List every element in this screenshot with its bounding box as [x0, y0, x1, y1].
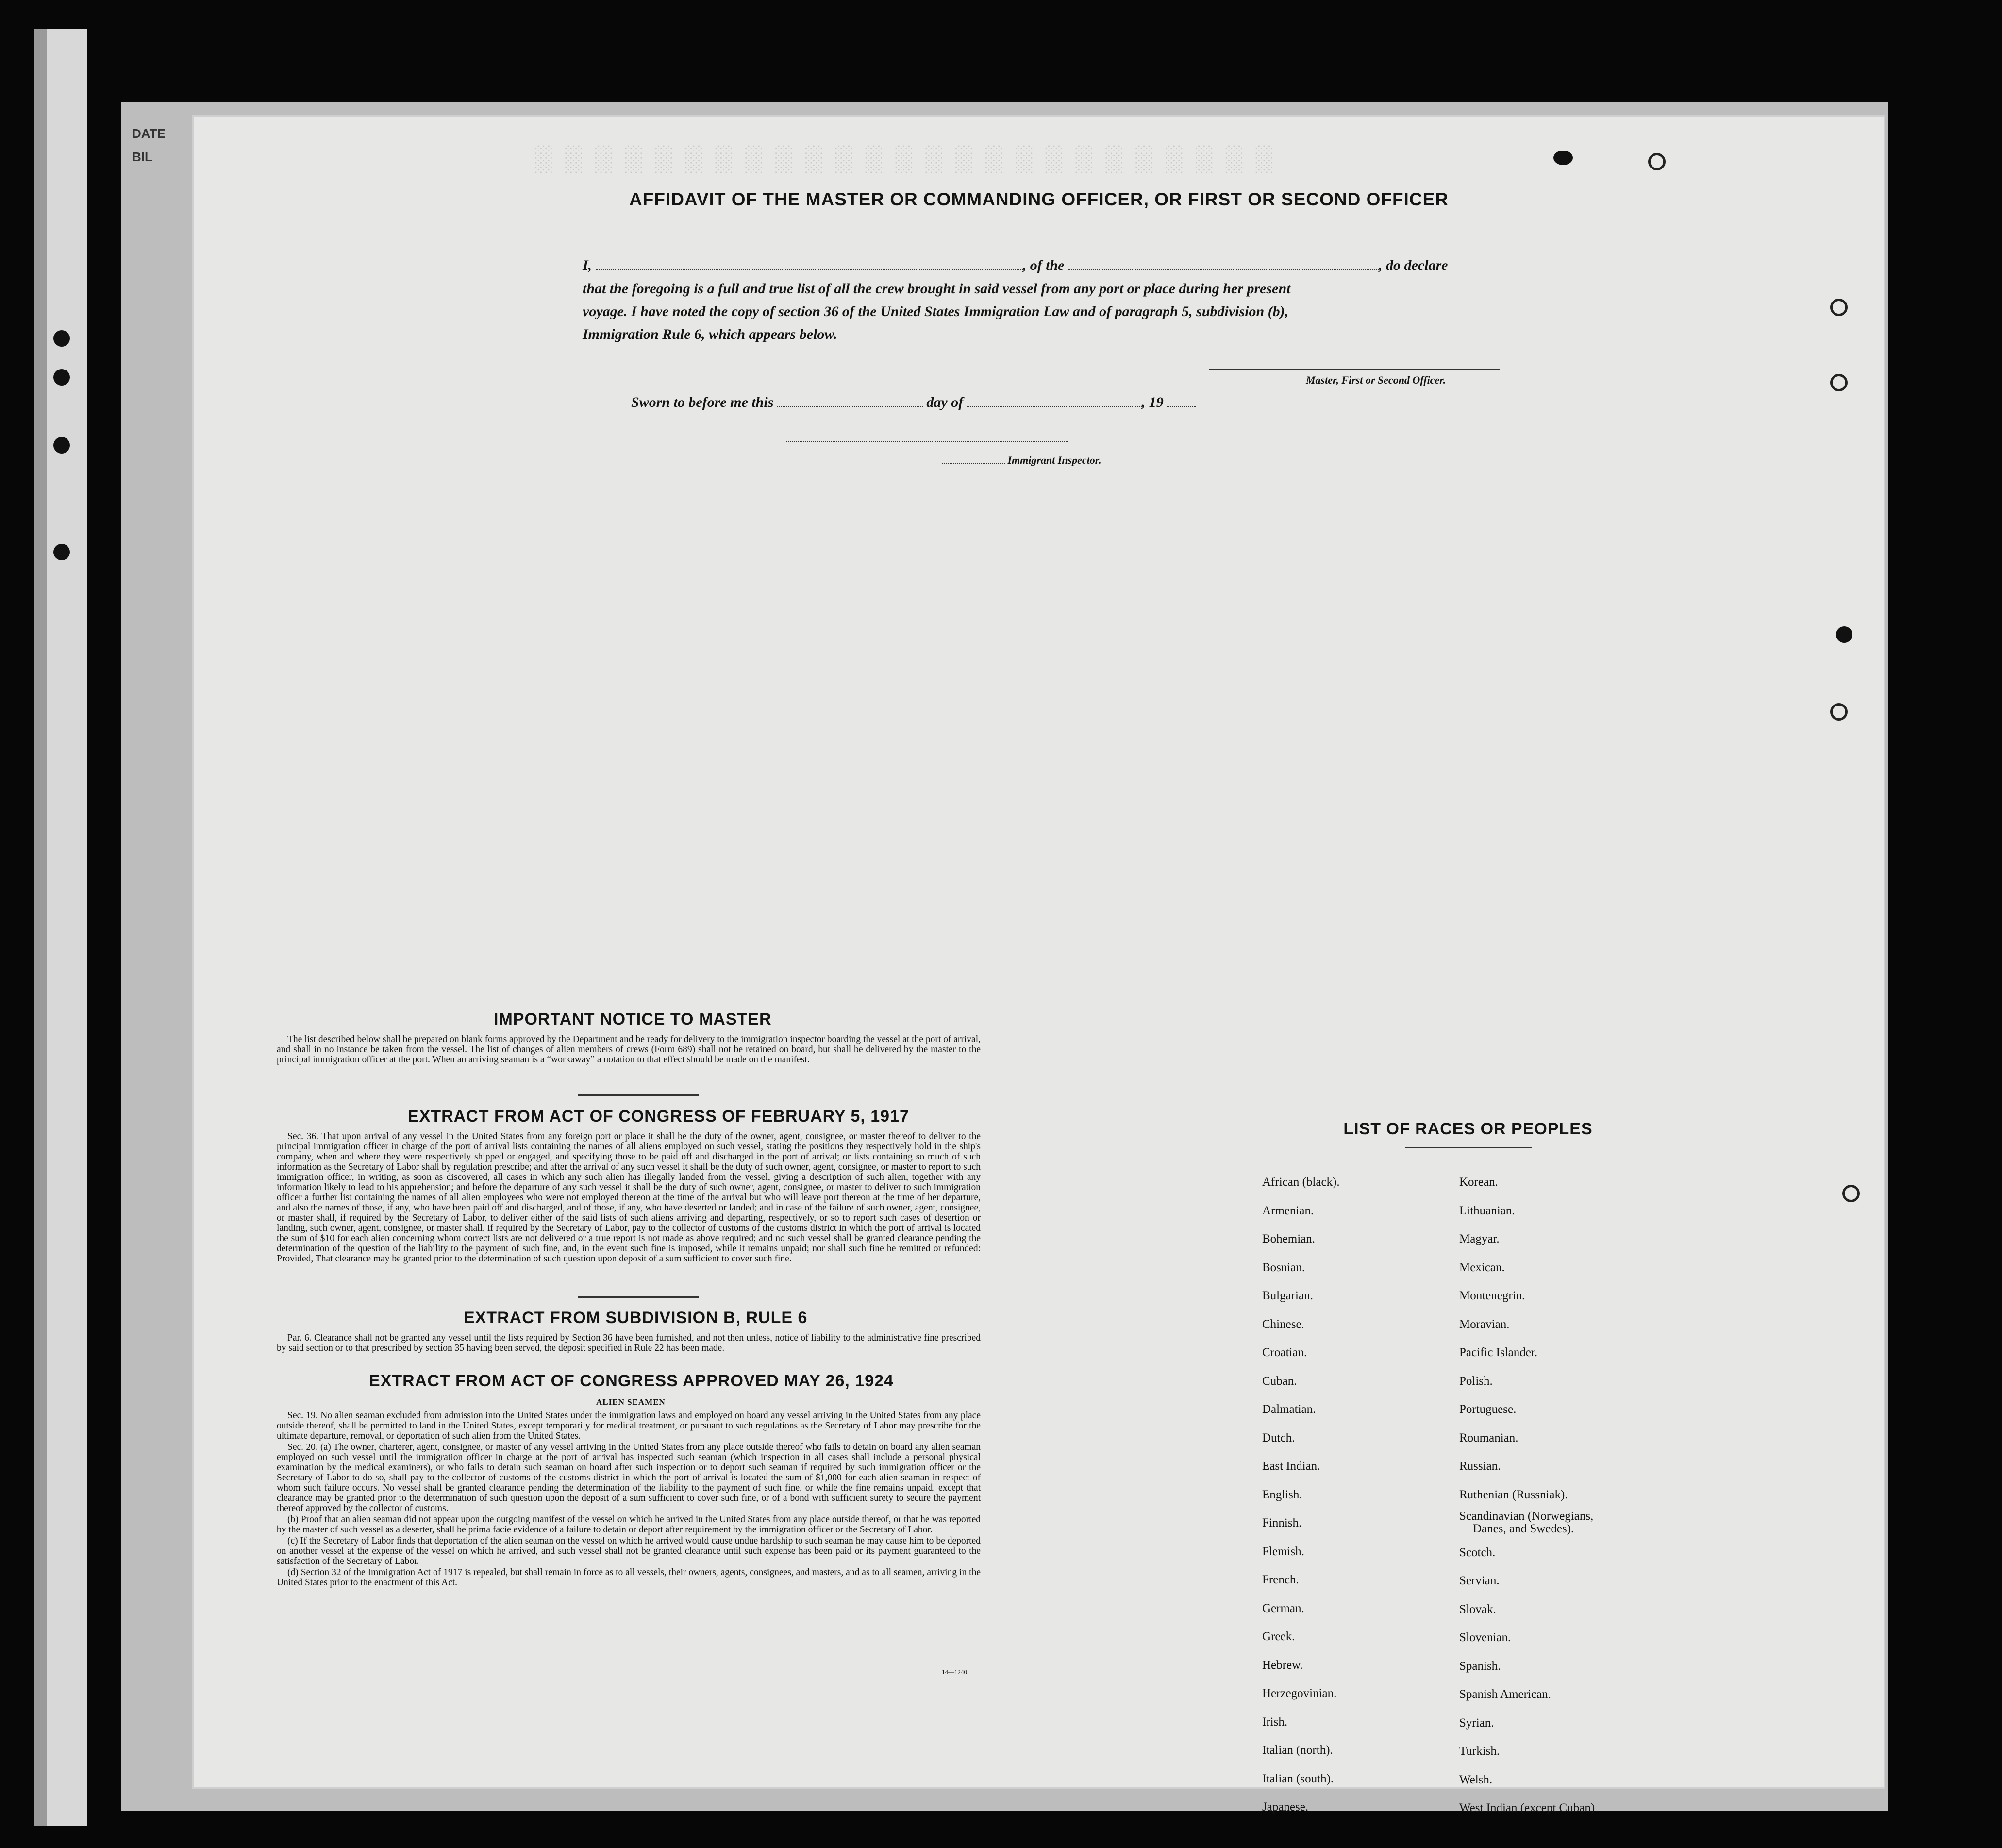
race-item: Roumanian.	[1459, 1431, 1518, 1445]
race-item: Russian.	[1459, 1460, 1501, 1473]
race-item: Dalmatian.	[1262, 1403, 1316, 1416]
sworn-year-blank[interactable]	[1167, 395, 1196, 407]
subdivision-b-title: EXTRACT FROM SUBDIVISION B, RULE 6	[464, 1309, 808, 1327]
race-item: German.	[1262, 1601, 1304, 1615]
race-item: Welsh.	[1459, 1773, 1493, 1786]
binder-hole	[53, 330, 70, 347]
race-item: Spanish.	[1459, 1659, 1501, 1673]
race-item: Turkish.	[1459, 1745, 1500, 1758]
notice-title: IMPORTANT NOTICE TO MASTER	[494, 1010, 772, 1028]
race-item: Finnish.	[1262, 1516, 1302, 1529]
race-item: Greek.	[1262, 1630, 1295, 1643]
race-item: Slovenian.	[1459, 1631, 1511, 1644]
officer-signature-line[interactable]	[1209, 369, 1500, 370]
binder-hole	[53, 544, 70, 560]
section-divider	[578, 1296, 699, 1298]
back-sheet-label-date: DATE	[132, 126, 166, 141]
race-item: Servian.	[1459, 1574, 1500, 1587]
race-item: Polish.	[1459, 1374, 1493, 1388]
officer-name-blank[interactable]	[596, 258, 1023, 270]
punch-hole	[1830, 703, 1848, 721]
adjacent-page-edge	[34, 29, 87, 1826]
race-item: West Indian (except Cuban)	[1459, 1801, 1595, 1814]
race-item: Mexican.	[1459, 1260, 1505, 1274]
races-right-column	[1459, 1168, 1595, 1823]
sworn-line: Sworn to before me this day of , 19	[631, 394, 1196, 411]
signature-caption: Master, First or Second Officer.	[1306, 374, 1446, 386]
races-title: LIST OF RACES OR PEOPLES	[1343, 1120, 1593, 1138]
binder-hole	[53, 437, 70, 454]
subdivision-b-text: Par. 6. Clearance shall not be granted any vessel until the lists required by Section 36 have been furnished, and not then unless, notice of liability to the administrative fine prescribed by said section or to that prescribed by section 35 having been served, the deposit specified in Rule 22 has been made.	[277, 1333, 981, 1353]
punch-hole	[1830, 299, 1848, 316]
inspector-signature-line[interactable]	[786, 441, 1068, 442]
race-item: Bosnian.	[1262, 1260, 1305, 1274]
notice-text: The list described below shall be prepared on blank forms approved by the Department and be ready for delivery to the immigration inspector boarding the vessel at the port of arrival, and shall in no instance be taken from the vessel. The list of changes of alien members of crews (Form 689) shall not be retained on board, but shall be delivered by the master to the principal immigration officer at the port. When an arriving seaman is a “workaway” a notation to that effect should be made on the manifest.	[277, 1034, 981, 1065]
race-item: Portuguese.	[1459, 1403, 1517, 1416]
punch-hole	[1836, 626, 1852, 643]
binder-hole	[53, 369, 70, 386]
race-item: Syrian.	[1459, 1716, 1494, 1730]
extract-1924-text: Sec. 19. No alien seaman excluded from admission into the United States under the immigration laws and employed on board any vessel arriving in the United States from any place outside thereof, shall be permitted to land in the United States, except temporarily for medical treatment, or pursuant to such regulations as the Secretary of Labor may prescribe for the ultimate departure, removal, or deportation of such alien from the United States. Sec. 20. (a) The owner, charterer, agent, consignee, or master of any vessel arriving in the United States from any place outside thereof who fails to detain on board any alien seaman employed on such vessel until the immigration officer in charge at the port of arrival has inspected such seaman (which inspection in all cases shall include a personal physical examination by the medical examiners), or who fails to detain such seaman on board after such inspection or to deport such seaman if required by such immigration officer or the Secretary of Labor to do so, shall pay to the collector of customs of the customs district in which the port of arrival is located the sum of $1,000 for each alien seaman in respect of whom such failure occurs. No vessel shall be granted clearance pending the determination of the liability to the payment of such fine, or while the fine remains unpaid, except that clearance may be granted prior to the determination of such question upon the deposit of a sum sufficient to cover such fine, or of a bond with sufficient surety to secure the payment thereof approved by the collector of customs. (b) Proof that an alien seaman did not appear upon the outgoing manifest of the vessel on which he arrived in the United States from any place outside thereof, or that he was reported by the master of such vessel as a deserter, shall be prima facie evidence of a failure to detain or deport after requirement by the immigration officer or the Secretary of Labor. (c) If the Secretary of Labor finds that deportation of the alien seaman on the vessel on which he arrived would cause undue hardship to such seaman he may cause him to be deported on another vessel at the expense of the vessel on which he arrived, and such vessel shall not be granted clearance until such expense has been paid or its payment guaranteed to the satisfaction of the Secretary of Labor. (d) Section 32 of the Immigration Act of 1917 is repealed, but shall remain in force as to all vessels, their owners, agents, consignees, and masters, and as to all seamen, arriving in the United States prior to the enactment of this Act.	[277, 1411, 981, 1588]
race-item: Dutch.	[1262, 1431, 1295, 1445]
race-item: Chinese.	[1262, 1317, 1304, 1331]
race-item: Montenegrin.	[1459, 1289, 1525, 1302]
sworn-day-blank[interactable]	[777, 395, 923, 407]
manifest-page	[194, 117, 1884, 1814]
affidavit-text-line: Immigration Rule 6, which appears below.	[583, 326, 837, 342]
race-item: English.	[1262, 1488, 1302, 1501]
race-item: Bohemian.	[1262, 1232, 1316, 1245]
section-divider	[1405, 1147, 1532, 1148]
bleed-through-text: ░ ░ ░ ░ ░ ░ ░ ░ ░ ░ ░ ░ ░ ░ ░ ░ ░ ░ ░ ░ ░ ░ ░ ░ ░	[534, 146, 1276, 174]
race-item: Spanish American.	[1459, 1688, 1551, 1701]
sworn-month-blank[interactable]	[967, 395, 1142, 407]
punch-hole	[1830, 374, 1848, 391]
punch-hole	[1842, 1185, 1860, 1202]
race-item: French.	[1262, 1573, 1299, 1586]
race-item: Hebrew.	[1262, 1658, 1303, 1672]
race-item: African (black).	[1262, 1176, 1340, 1189]
race-item-scandinavian: Scandinavian (Norwegians, Danes, and Swedes).	[1459, 1510, 1594, 1535]
extract-1924-title: EXTRACT FROM ACT OF CONGRESS APPROVED MAY 26, 1924	[369, 1372, 894, 1390]
race-item: Croatian.	[1262, 1346, 1307, 1359]
races-left-column	[1262, 1168, 1340, 1822]
affidavit-text-line: that the foregoing is a full and true list of all the crew brought in said vessel from any port or place during her present	[583, 281, 1291, 297]
form-number: 14—1240	[942, 1668, 967, 1676]
extract-1917-text: Sec. 36. That upon arrival of any vessel in the United States from any foreign port or place it shall be the duty of the owner, agent, consignee, or master thereof to deliver to the principal immigration officer in charge of the port of arrival lists containing the names of all aliens employed on such vessel, stating the positions they respectively hold in the ship's company, when and where they were respectively shipped or engaged, and specifying those to be paid off and discharged in the port of arrival; or lists containing so much of such information as the Secretary of Labor shall by regulation prescribe; and after the arrival of any such vessel it shall be the duty of such owner, agent, consignee, or master to report to such immigration officer, in writing, as soon as discovered, all cases in which any such alien has illegally landed from the vessel, giving a description of such alien, together with any information likely to lead to his apprehension; and before the departure of any such vessel it shall be the duty of such owner, agent, consignee, or master to deliver to such immigration officer a further list containing the names of all alien employees who were not employed thereon at the time of the arrival but who will leave port thereon at the time of her departure, and also the names of those, if any, who have been paid off and discharged, and of those, if any, who have deserted or landed; and in case of the failure of such owner, agent, consignee, or master shall, if required by the Secretary of Labor, to deliver either of the said lists of such aliens arriving and departing, respectively, or so to report such cases of desertion or landing, such owner, agent, consignee, or master shall, if required by the Secretary of Labor, pay to the collector of customs of the customs district in which the port of arrival is located the sum of $10 for each alien concerning whom correct lists are not delivered or a true report is not made as above required; and no such vessel shall be granted clearance pending the determination of the question of the liability to the payment of such fine, and, in the event such fine is imposed, while it remains unpaid; nor shall such fine be remitted or refunded: Provided, That clearance may be granted prior to the determination of such question upon deposit of a sum sufficient to cover such fine.	[277, 1131, 981, 1264]
inspector-caption: Immigrant Inspector.	[942, 454, 1101, 467]
race-item: Japanese.	[1262, 1800, 1309, 1814]
affidavit-title: AFFIDAVIT OF THE MASTER OR COMMANDING OFFICER, OR FIRST OR SECOND OFFICER	[629, 189, 1449, 209]
back-sheet-label-bill: BIL	[132, 150, 152, 164]
race-item: Lithuanian.	[1459, 1204, 1515, 1217]
race-item: Italian (north).	[1262, 1744, 1333, 1757]
extract-1917-title: EXTRACT FROM ACT OF CONGRESS OF FEBRUARY 5, 1917	[408, 1107, 909, 1126]
race-item: Cuban.	[1262, 1374, 1297, 1388]
race-item: Italian (south).	[1262, 1772, 1334, 1785]
race-item: Bulgarian.	[1262, 1289, 1313, 1302]
race-item: Korean.	[1459, 1176, 1498, 1189]
section-divider	[578, 1094, 699, 1096]
race-item: Armenian.	[1262, 1204, 1314, 1217]
race-item: Ruthenian (Russniak).	[1459, 1488, 1568, 1501]
race-item: Herzegovinian.	[1262, 1687, 1337, 1700]
race-item: Flemish.	[1262, 1545, 1304, 1558]
vessel-name-blank[interactable]	[1068, 258, 1379, 270]
affidavit-text-line: voyage. I have noted the copy of section 36 of the United States Immigration Law and of paragraph 5, subdivision (b),	[583, 303, 1289, 319]
affidavit-declaration-line: I, , of the , do declare	[583, 257, 1448, 273]
race-item: Moravian.	[1459, 1317, 1510, 1331]
race-item: Magyar.	[1459, 1232, 1500, 1245]
race-item: East Indian.	[1262, 1460, 1320, 1473]
race-item: Scotch.	[1459, 1546, 1496, 1559]
race-item: Slovak.	[1459, 1602, 1496, 1616]
race-item: Pacific Islander.	[1459, 1346, 1538, 1359]
race-item: Irish.	[1262, 1715, 1288, 1729]
alien-seamen-subtitle: ALIEN SEAMEN	[596, 1397, 666, 1407]
